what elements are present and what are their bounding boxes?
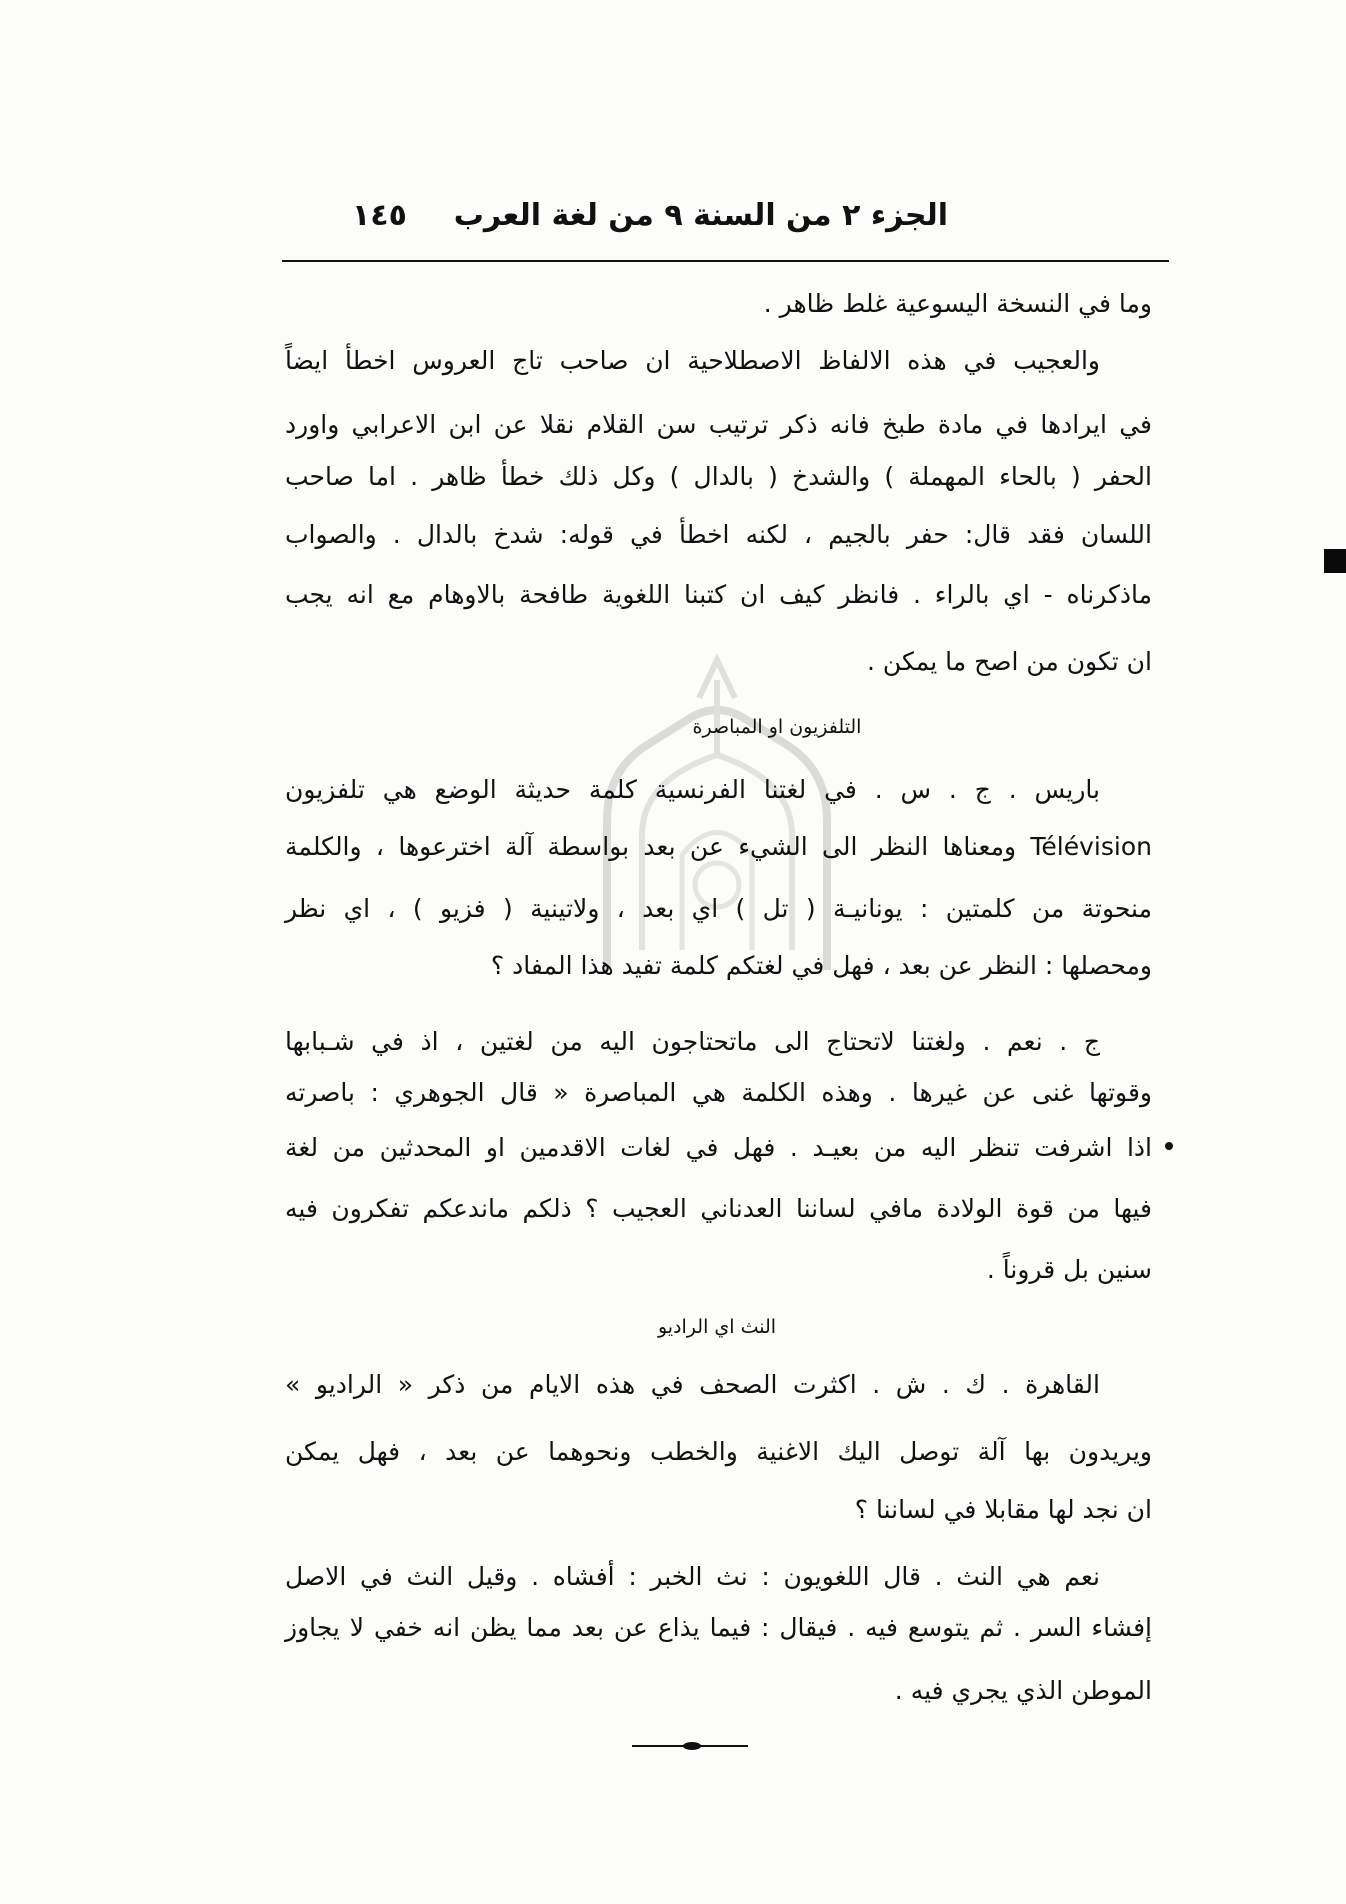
- question-line: ويريدون بها آلة توصل اليك الاغنية والخطب ونحوهما عن بعد ، فهل يمكن: [285, 1437, 1152, 1466]
- end-ornament-center: [683, 1742, 701, 1750]
- intro-line: ماذكرناه - اي بالراء . فانظر كيف ان كتبنا اللغوية طافحة بالاوهام مع انه يجب: [285, 580, 1152, 609]
- intro-line: والعجيب في هذه الالفاظ الاصطلاحية ان صاحب تاج العروس اخطأ ايضاً: [285, 346, 1100, 375]
- end-ornament: [632, 1738, 748, 1754]
- scan-edge-mark: [1324, 549, 1346, 573]
- answer-line: وقوتها غنى عن غيرها . وهذه الكلمة هي المباصرة « قال الجوهري : باصرته: [285, 1078, 1152, 1107]
- question-line: Télévision ومعناها النظر الى الشيء عن بعد بواسطة آلة اخترعوها ، والكلمة: [285, 832, 1152, 861]
- section-heading-radio: النث اي الراديو: [657, 1316, 777, 1338]
- question-line: ان نجد لها مقابلا في لساننا ؟: [854, 1495, 1152, 1524]
- question-line: باريس . ج . س . في لغتنا الفرنسية كلمة حديثة الوضع هي تلفزيون: [285, 775, 1100, 804]
- watermark-seal: [587, 650, 847, 980]
- question-line: منحوتة من كلمتين : يونانيـة ( تل ) اي بعد ، ولاتينية ( فزيو ) ، اي نظر: [285, 894, 1152, 923]
- answer-line: فيها من قوة الولادة مافي لساننا العدناني العجيب ؟ ذلكم ماندعكم تفكرون فيه: [285, 1194, 1152, 1223]
- answer-line: ج . نعم . ولغتنا لاتحتاج الى ماتحتاجون اليه من لغتين ، اذ في شـبابها: [285, 1027, 1100, 1056]
- intro-line: اللسان فقد قال: حفر بالجيم ، لكنه اخطأ في قوله: شدخ بالدال . والصواب: [285, 520, 1152, 549]
- header-rule: [282, 260, 1169, 262]
- answer-line: إفشاء السر . ثم يتوسع فيه . فيقال : فيما يذاع عن بعد مما يظن انه خفي لا يجاوز: [285, 1613, 1152, 1642]
- running-header-title: الجزء ٢ من السنة ٩ من لغة العرب: [453, 198, 948, 233]
- margin-mark: [1165, 1142, 1173, 1150]
- question-line: ومحصلها : النظر عن بعد ، فهل في لغتكم كلمة تفيد هذا المفاد ؟: [490, 951, 1152, 980]
- intro-line: ان تكون من اصح ما يمكن .: [867, 647, 1152, 676]
- answer-line: نعم هي النث . قال اللغويون : نث الخبر : أفشاه . وقيل النث في الاصل: [285, 1562, 1100, 1591]
- question-line: القاهرة . ك . ش . اكثرت الصحف في هذه الايام من ذكر « الراديو »: [285, 1370, 1100, 1399]
- answer-line: سنين بل قروناً .: [986, 1255, 1152, 1284]
- intro-line: الحفر ( بالحاء المهملة ) والشدخ ( بالدال ) وكل ذلك خطأ ظاهر . اما صاحب: [285, 462, 1152, 491]
- page-number: ١٤٥: [352, 198, 407, 233]
- answer-line: الموطن الذي يجري فيه .: [894, 1676, 1152, 1705]
- continuation-line: وما في النسخة اليسوعية غلط ظاهر .: [763, 289, 1152, 318]
- answer-line: اذا اشرفت تنظر اليه من بعيـد . فهل في لغات الاقدمين او المحدثين من لغة: [285, 1133, 1152, 1162]
- intro-line: في ايرادها في مادة طبخ فانه ذكر ترتيب سن القلام نقلا عن ابن الاعرابي واورد: [285, 410, 1152, 439]
- section-heading-television: التلفزيون او المباصرة: [692, 716, 862, 738]
